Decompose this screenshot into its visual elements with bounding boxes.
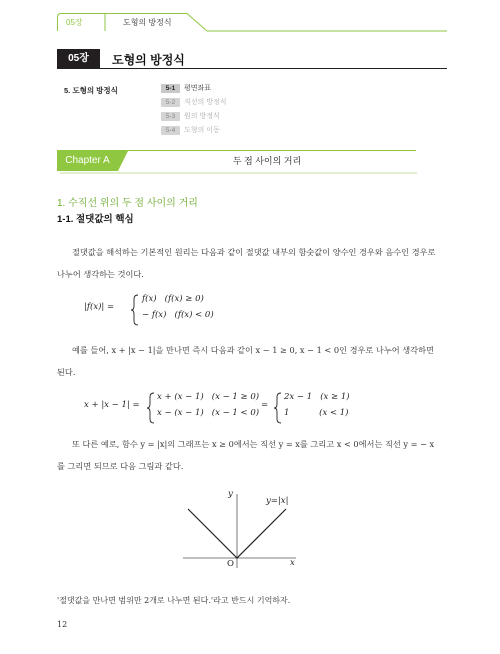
body-paragraph: 예를 들어, x + |x − 1|을 만나면 즉시 다음과 같이 x − 1 ≥ 0, x − 1 < 0인 경우로 나누어 생각하면 된다. (57, 345, 434, 377)
running-header-title: 도형의 방정식 (123, 18, 172, 27)
chapter-rule (57, 68, 447, 69)
running-header-tab: 05장 (66, 18, 83, 27)
graph-y-label: y (228, 489, 233, 499)
body-paragraph: 또 다른 예로, 함수 y = |x|의 그래프는 x ≥ 0에서는 직선 y = x를 그리고 x < 0에서는 직선 y = − x를 그리면 되므로 다음 그림과 같다. (57, 439, 435, 471)
body-paragraph: 절댓값을 해석하는 기본적인 원리는 다음과 같이 절댓값 내부의 함숫값이 양수인 경우와 음수인 경우로 나누어 생각하는 것이다. (57, 247, 436, 279)
subsection-heading: 1-1. 절댓값의 핵심 (57, 214, 134, 225)
running-header-frame (57, 13, 447, 32)
footnote: '절댓값을 만나면 범위만 2개로 나누면 된다.'라고 반드시 기억하자. (57, 596, 291, 605)
equation-abs-f (84, 294, 284, 326)
eq2-mid-case2: x − (x − 1) (x − 1 < 0) (157, 408, 260, 418)
graph-x-label: x (290, 558, 295, 568)
toc-item-number: 5-1 (161, 84, 180, 93)
graph-origin-label: O (227, 559, 234, 569)
chapter-badge: 05장 (57, 49, 100, 68)
abs-value-graph (178, 488, 308, 574)
toc-item[interactable] (161, 125, 220, 135)
brace-icon (273, 392, 283, 424)
eq1-case1: f(x) (f(x) ≥ 0) (142, 294, 204, 304)
brace-icon (130, 294, 140, 326)
toc-item-label: 평면좌표 (184, 85, 212, 92)
toc-item-label: 도형의 이동 (184, 127, 220, 134)
section-heading: 1. 수직선 위의 두 점 사이의 거리 (57, 198, 198, 209)
toc-item-number: 5-3 (161, 112, 180, 121)
banner-chapter-label: Chapter A (57, 151, 118, 171)
eq2-equals: = (261, 400, 269, 410)
toc-item[interactable] (161, 97, 227, 107)
eq2-rhs-case1: 2x − 1 (x ≥ 1) (284, 392, 350, 402)
eq1-lhs: |f(x)| = (84, 302, 115, 312)
section-banner (57, 150, 416, 171)
abs-value-graph-svg (178, 488, 308, 574)
toc-item-number: 5-4 (161, 126, 180, 135)
toc-item-number: 5-2 (161, 98, 180, 107)
eq2-rhs-case2: 1 (x < 1) (284, 408, 349, 418)
eq2-mid-case1: x + (x − 1) (x − 1 ≥ 0) (157, 392, 260, 402)
graph-curve-label: y=|x| (266, 496, 289, 506)
chapter-title: 도형의 방정식 (112, 53, 185, 67)
banner-title: 두 점 사이의 거리 (232, 156, 302, 166)
equation-example (84, 392, 424, 424)
running-header (57, 13, 447, 31)
eq2-lhs: x + |x − 1| = (84, 400, 140, 410)
toc-item-label: 직선의 방정식 (184, 99, 227, 106)
page-number: 12 (57, 620, 68, 629)
toc-item-label: 원의 방정식 (184, 113, 220, 120)
toc-item[interactable] (161, 111, 220, 121)
banner-underline (60, 172, 417, 174)
eq1-case2: − f(x) (f(x) < 0) (142, 310, 214, 320)
brace-icon (146, 392, 156, 424)
toc-chapter-label: 5. 도형의 방정식 (64, 86, 118, 95)
toc-item[interactable] (161, 83, 211, 93)
